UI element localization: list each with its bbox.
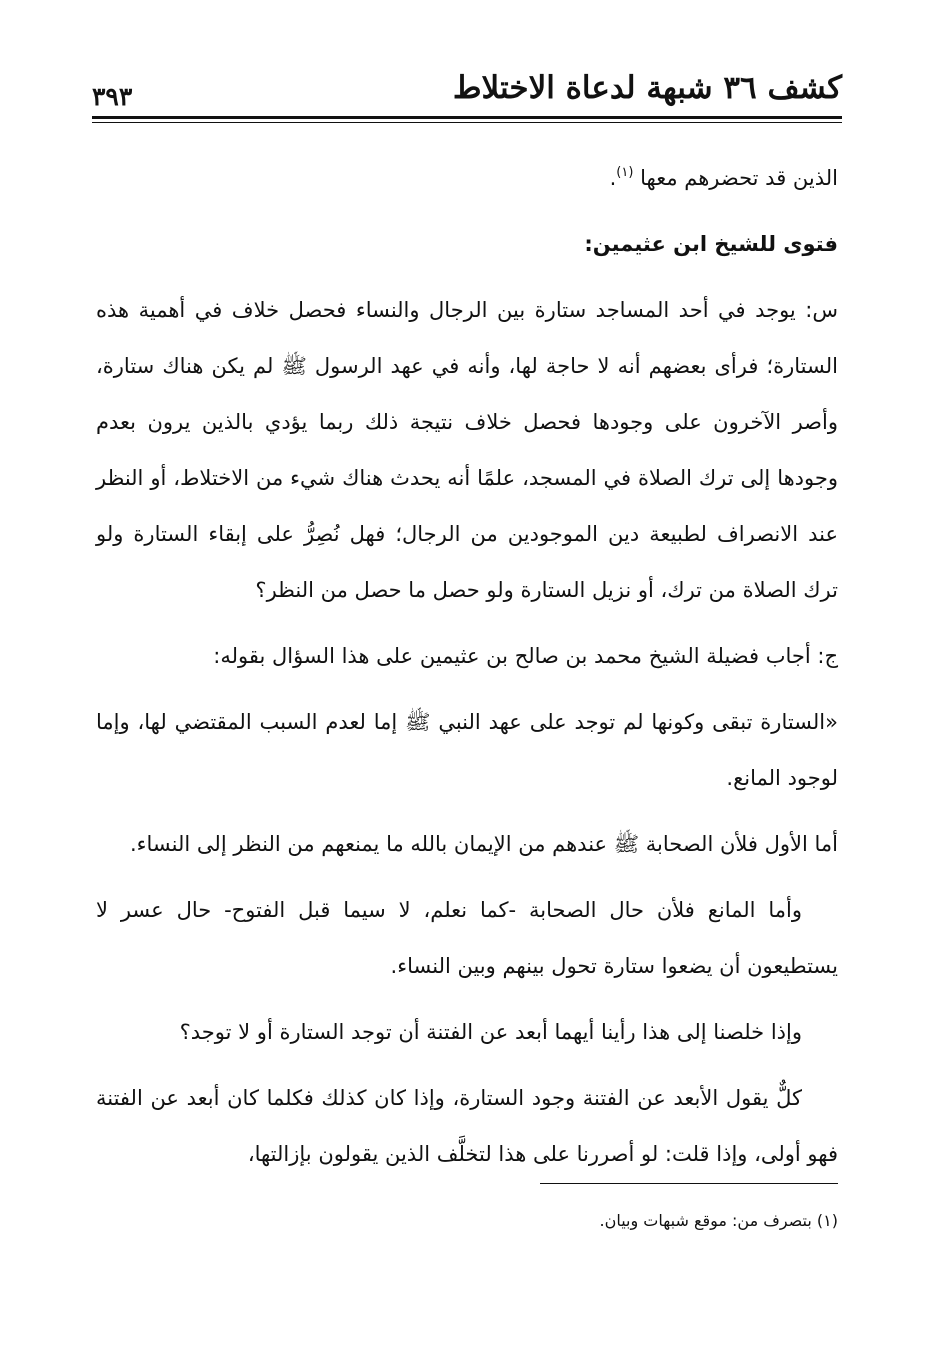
section-heading: فتوى للشيخ ابن عثيمين: <box>584 232 838 256</box>
paragraph-continuation-end: . <box>609 166 617 190</box>
footnote: (١) بتصرف من: موقع شبهات وبيان. <box>599 1211 838 1230</box>
question-paragraph: س: يوجد في أحد المساجد ستارة بين الرجال والنساء فحصل خلاف في أهمية هذه الستارة؛ فرأى بعضهم أنه لا حاجة لها، وأنه في عهد الرسول ﷺ لم يكن هناك ستارة، وأصر الآخرون على وجودها فحصل خلاف نتيجة ذلك ربما يؤدي بالذين يرون بعدم وجودها إلى ترك الصلاة في المسجد، علمًا أنه يحدث هناك شيء من الاختلاط، أو النظر عند الانصراف لطبيعة دين الموجودين من الرجال؛ فهل نُصِرُّ على إبقاء الستارة ولو ترك الصلاة من ترك، أو نزيل الستارة ولو حصل ما حصل من النظر؟ <box>96 298 838 602</box>
main-text <box>96 150 838 1192</box>
paragraph-first-reason: أما الأول فلأن الصحابة ﷺ عندهم من الإيمان بالله ما يمنعهم من النظر إلى النساء. <box>129 832 838 856</box>
header-rule-thin <box>92 122 842 123</box>
page-number: ٣٩٣ <box>92 82 133 111</box>
page-header <box>92 62 842 128</box>
paragraph-second-reason: وأما المانع فلأن حال الصحابة -كما نعلم، لا سيما قبل الفتوح- حال عسر لا يستطيعون أن يضعوا ستارة تحول بينهم وبين النساء. <box>96 898 838 978</box>
paragraph-last: كلٌّ يقول الأبعد عن الفتنة وجود الستارة، وإذا كان كذلك فكلما كان أبعد عن الفتنة فهو أولى، وإذا قلت: لو أصررنا على هذا لتخلَّف الذين يقولون بإزالتها، <box>96 1086 838 1166</box>
answer-intro: ج: أجاب فضيلة الشيخ محمد بن صالح بن عثيمين على هذا السؤال بقوله: <box>213 644 838 668</box>
paragraph-continuation-text: الذين قد تحضرهم معها <box>640 166 838 190</box>
header-rule <box>92 116 842 119</box>
paragraph-conclusion: وإذا خلصنا إلى هذا رأينا أيهما أبعد عن الفتنة أن توجد الستارة أو لا توجد؟ <box>179 1020 802 1044</box>
paragraph-continuation <box>96 150 838 206</box>
footnote-rule <box>540 1183 838 1184</box>
footnote-reference: (١) <box>616 165 634 180</box>
quote-paragraph: «الستارة تبقى وكونها لم توجد على عهد النبي ﷺ إما لعدم السبب المقتضي لها، وإما لوجود المانع. <box>96 710 838 790</box>
book-title: كشف ٣٦ شبهة لدعاة الاختلاط <box>452 70 842 106</box>
